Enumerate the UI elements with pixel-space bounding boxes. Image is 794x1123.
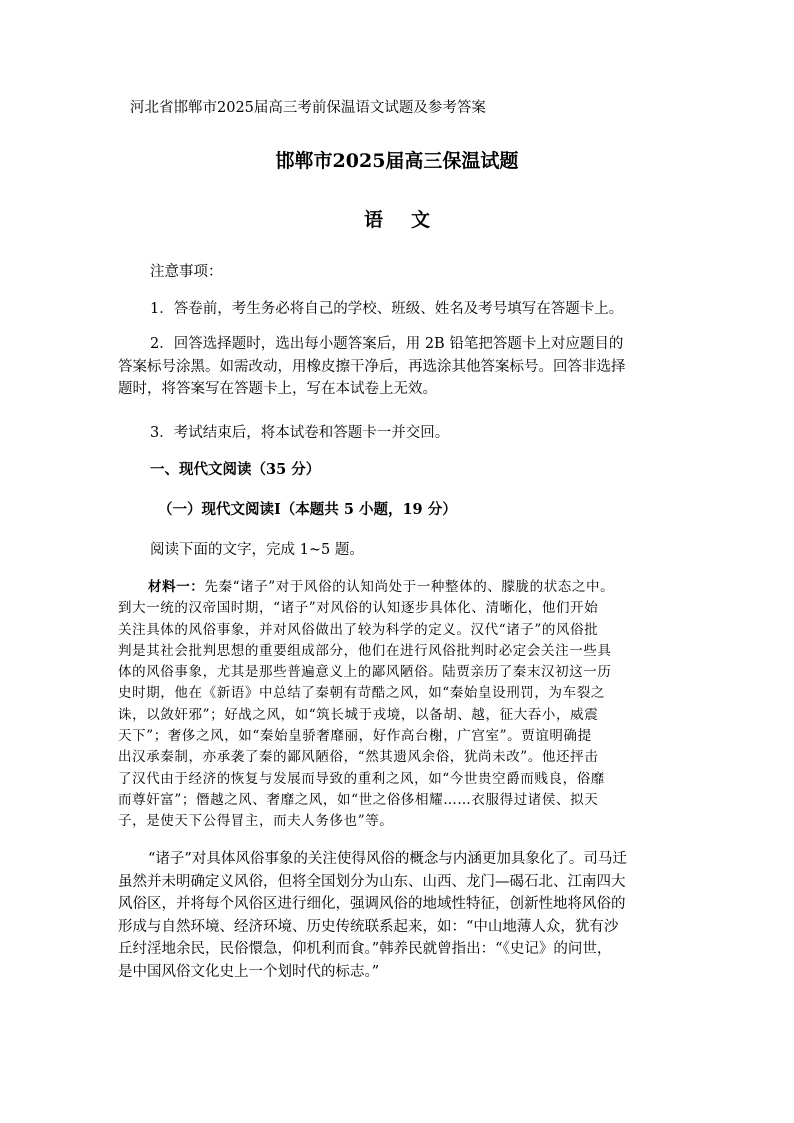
material-1-line: 关注具体的风俗事象，并对风俗做出了较为科学的定义。汉代“诸子”的风俗批 (118, 621, 599, 638)
material-1-line: 史时期，他在《新语》中总结了秦朝有苛酷之风，如“秦始皇设刑罚，为车裂之 (118, 685, 605, 702)
material-1-line: 诛，以敛奸邪”；好战之风，如“筑长城于戎境，以备胡、越，征大吞小，威震 (118, 706, 599, 723)
material-1-label: 材料一： (148, 579, 205, 595)
paragraph-2-line: 丘纣淫地余民，民俗懁急，仰机利而食。”韩养民就曾指出：“《史记》的问世， (118, 941, 612, 957)
notice-item-2-line: 2．回答选择题时，选出每小题答案后，用 2B 铅笔把答题卡上对应题目的 (150, 336, 624, 352)
material-1-line (118, 577, 614, 598)
material-1 (118, 577, 614, 833)
paragraph-2-line: “诸子”对具体风俗事象的关注使得风俗的概念与内涵更加具象化了。司马迁 (148, 851, 627, 867)
notice-item-2-line: 题时，将答案写在答题卡上，写在本试卷上无效。 (118, 381, 437, 397)
reading-instruction: 阅读下面的文字，完成 1~5 题。 (150, 542, 364, 558)
paragraph-2-line: 虽然并未明确定义风俗，但将全国划分为山东、山西、龙门—碣石北、江南四大 (118, 873, 626, 890)
paragraph-2-line: 是中国风俗文化史上一个划时代的标志。” (118, 963, 380, 980)
notice-item-2-line: 答案标号涂黑。如需改动，用橡皮擦干净后，再选涂其他答案标号。回答非选择 (118, 358, 626, 375)
material-1-line: 天下”；奢侈之风，如“秦始皇骄奢靡丽，好作高台榭，广宫室”。贾谊明确提 (118, 728, 592, 745)
paragraph-2-line: 形成与自然环境、经济环境、历史传统联系起来，如：“中山地薄人众，犹有沙 (118, 918, 619, 935)
material-1-line: 子，是使天下公得冒主，而夫人务侈也”等。 (118, 813, 394, 830)
notice-item-2 (118, 333, 626, 401)
notice-item-3: 3．考试结束后，将本试卷和答题卡一并交回。 (150, 425, 450, 441)
material-1-line: 体的风俗事象，尤其是那些普遍意义上的鄙风陋俗。陆贾亲历了秦末汉初这一历 (118, 664, 612, 681)
paragraph-2-line: 风俗区，并将每个风俗区进行细化，强调风俗的地域性特征，创新性地将风俗的 (118, 896, 626, 912)
material-1-line: 出汉承秦制，亦承袭了秦的鄙风陋俗，“然其遗风余俗，犹尚未改”。他还抨击 (118, 749, 599, 766)
paragraph-2 (118, 848, 627, 983)
subsection-1-title: （一）现代文阅读Ⅰ（本题共 5 小题，19 分） (158, 501, 457, 518)
document-header: 河北省邯郸市2025届高三考前保温语文试题及参考答案 (130, 100, 486, 116)
material-1-line: 而尊奸富”；僭越之风、奢靡之风，如“世之俗侈相耀……衣服得过诸侯、拟天 (118, 791, 599, 808)
material-1-line: 到大一统的汉帝国时期，“诸子”对风俗的认知逐步具体化、清晰化，他们开始 (118, 600, 599, 617)
exam-title: 邯郸市2025届高三保温试题 (275, 150, 519, 172)
notice-heading: 注意事项： (150, 264, 223, 280)
section-1-title: 一、现代文阅读（35 分） (150, 461, 321, 478)
notice-item-1: 1．答卷前，考生务必将自己的学校、班级、姓名及考号填写在答题卡上。 (150, 301, 624, 317)
material-1-line: 判是其社会批判思想的重要组成部分，他们在进行风俗批判时必定会关注一些具 (118, 642, 612, 659)
material-1-line-text: 先秦“诸子”对于风俗的认知尚处于一种整体的、朦胧的状态之中。 (204, 579, 615, 595)
material-1-line: 了汉代由于经济的恢复与发展而导致的重利之风，如“今世贵空爵而贱良，俗靡 (118, 770, 605, 787)
subject-title: 语文 (363, 209, 458, 231)
